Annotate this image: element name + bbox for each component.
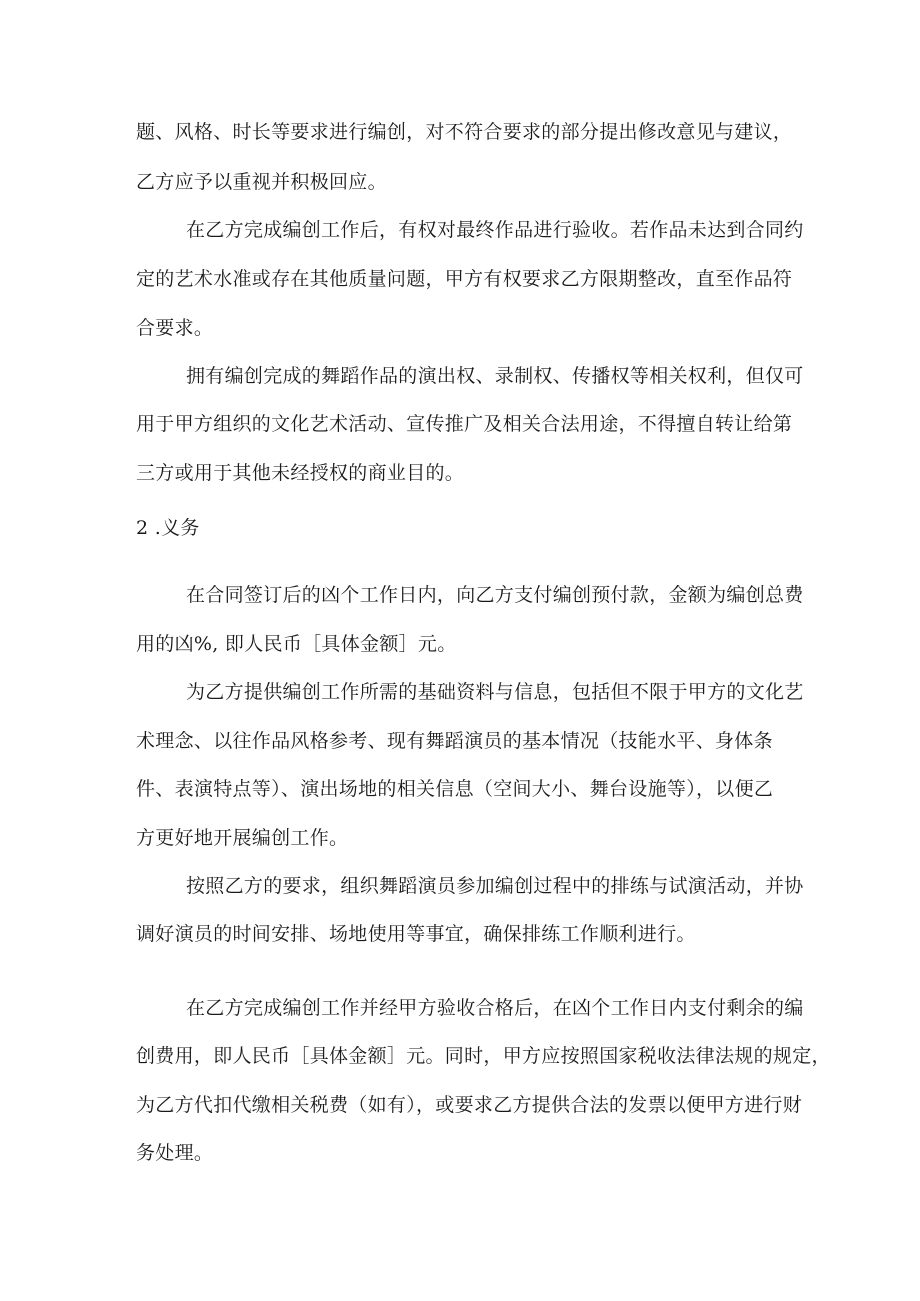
- text-line: 调好演员的时间安排、场地使用等事宜，确保排练工作顺利进行。: [136, 923, 696, 945]
- paragraph-first-line: 在乙方完成编创工作后，有权对最终作品进行验收。若作品未达到合同约: [186, 219, 804, 241]
- text-line: 用的凶%, 即人民币［具体金额］元。: [136, 633, 457, 655]
- paragraph-first-line: 在合同签订后的凶个工作日内，向乙方支付编创预付款，金额为编创总费: [186, 584, 804, 606]
- text-line: 术理念、以往作品风格参考、现有舞蹈演员的基本情况（技能水平、身体条: [136, 730, 773, 752]
- text-line: 方更好地开展编创工作。: [136, 827, 349, 849]
- text-line: 务处理。: [136, 1142, 214, 1164]
- text-line: 用于甲方组织的文化艺术活动、宣传推广及相关合法用途，不得擅自转让给第: [136, 413, 793, 435]
- text-line: 合要求。: [136, 317, 214, 339]
- paragraph-first-line: 按照乙方的要求，组织舞蹈演员参加编创过程中的排练与试演活动，并协: [186, 875, 804, 897]
- section-heading: 2 .义务: [136, 517, 200, 539]
- text-line: 创费用，即人民币［具体金额］元。同时，甲方应按照国家税收法律法规的规定，: [136, 1045, 831, 1067]
- text-line: 乙方应予以重视并积极回应。: [136, 171, 387, 193]
- paragraph-first-line: 为乙方提供编创工作所需的基础资料与信息，包括但不限于甲方的文化艺: [186, 681, 804, 703]
- paragraph-first-line: 拥有编创完成的舞蹈作品的演出权、录制权、传播权等相关权利，但仅可: [186, 365, 804, 387]
- text-line: 为乙方代扣代缴相关税费（如有），或要求乙方提供合法的发票以便甲方进行财: [136, 1094, 803, 1116]
- text-line: 定的艺术水准或存在其他质量问题，甲方有权要求乙方限期整改，直至作品符: [136, 268, 793, 290]
- text-line: 件、表演特点等）、演出场地的相关信息（空间大小、舞台设施等），以便乙: [136, 778, 774, 800]
- text-line: 题、风格、时长等要求进行编创，对不符合要求的部分提出修改意见与建议，: [136, 121, 793, 143]
- paragraph-first-line: 在乙方完成编创工作并经甲方验收合格后，在凶个工作日内支付剩余的编: [186, 997, 804, 1019]
- text-line: 三方或用于其他未经授权的商业目的。: [136, 462, 465, 484]
